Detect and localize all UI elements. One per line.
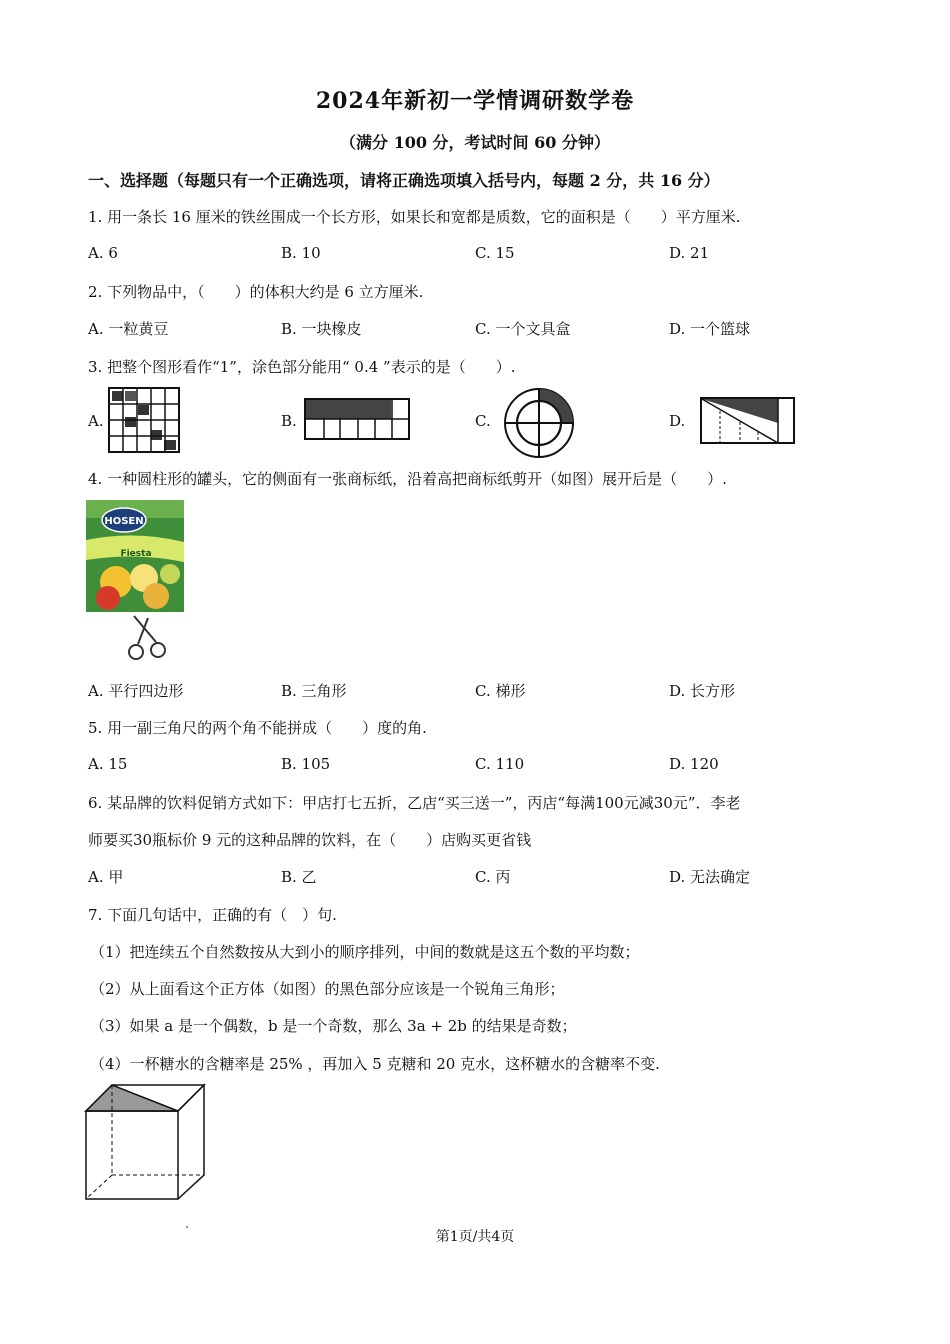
q4-option-a: A. 平行四边形: [88, 682, 184, 700]
question-4: 4. 一种圆柱形的罐头，它的侧面有一张商标纸，沿着高把商标纸剪开（如图）展开后是（ ）.: [88, 470, 727, 488]
question-6-line-2: 师要买30瓶标价 9 元的这种品牌的饮料，在（ ）店购买更省钱: [88, 831, 532, 849]
q6-option-a: A. 甲: [88, 868, 124, 886]
q6-option-b: B. 乙: [281, 868, 317, 886]
q2-option-a: A. 一粒黄豆: [88, 320, 169, 338]
q3-option-d: D.: [669, 412, 686, 430]
question-3: 3. 把整个图形看作“1”，涂色部分能用“ 0.4 ”表示的是（ ）.: [88, 358, 516, 376]
q7-statement-4: （4）一杯糖水的含糖率是 25% ，再加入 5 克糖和 20 克水，这杯糖水的含糖率不变.: [90, 1055, 660, 1073]
q7-statement-3: （3）如果 a 是一个偶数，b 是一个奇数，那么 3a + 2b 的结果是奇数；: [90, 1017, 577, 1035]
circle-figure-c: [502, 386, 576, 460]
grid-figure-a: [108, 387, 182, 453]
question-6-line-1: 6. 某品牌的饮料促销方式如下：甲店打七五折，乙店“买三送一”，丙店“每满100元减30元”．李老: [88, 794, 741, 812]
q2-option-d: D. 一个篮球: [669, 320, 751, 338]
q6-option-d: D. 无法确定: [669, 868, 751, 886]
q5-option-d: D. 120: [669, 755, 719, 773]
q1-option-d: D. 21: [669, 244, 710, 262]
page-number: 第1页/共4页: [435, 1229, 515, 1245]
cube-figure: [84, 1083, 210, 1203]
q6-option-c: C. 丙: [475, 868, 511, 886]
can-photo: [86, 500, 186, 664]
can-label-text: Fiesta: [120, 549, 152, 559]
q4-option-d: D. 长方形: [669, 682, 736, 700]
question-1: 1. 用一条长 16 厘米的铁丝围成一个长方形，如果长和宽都是质数，它的面积是（ ）平方厘米.: [88, 208, 741, 226]
q3-option-c: C.: [475, 412, 491, 430]
q1-option-c: C. 15: [475, 244, 515, 262]
q4-option-b: B. 三角形: [281, 682, 347, 700]
q3-option-a: A.: [88, 412, 104, 430]
question-7: 7. 下面几句话中，正确的有（ ）句.: [88, 906, 337, 924]
exam-info: （满分 100 分，考试时间 60 分钟）: [340, 133, 610, 152]
section-heading: 一、选择题（每题只有一个正确选项，请将正确选项填入括号内，每题 2 分，共 16 分）: [88, 171, 720, 190]
q5-option-b: B. 105: [281, 755, 331, 773]
q5-option-c: C. 110: [475, 755, 525, 773]
q3-option-b: B.: [281, 412, 297, 430]
q2-option-c: C. 一个文具盒: [475, 320, 571, 338]
q4-option-c: C. 梯形: [475, 682, 526, 700]
page-title: 2024年新初一学情调研数学卷: [315, 88, 635, 114]
question-2: 2. 下列物品中，（ ）的体积大约是 6 立方厘米.: [88, 283, 424, 301]
question-5: 5. 用一副三角尺的两个角不能拼成（ ）度的角.: [88, 719, 427, 737]
q1-option-b: B. 10: [281, 244, 321, 262]
q7-statement-1: （1）把连续五个自然数按从大到小的顺序排列，中间的数就是这五个数的平均数；: [90, 943, 640, 961]
q1-option-a: A. 6: [88, 244, 118, 262]
strip-figure-b: [304, 398, 412, 442]
can-brand-text: HOSEN: [104, 516, 144, 527]
q5-option-a: A. 15: [88, 755, 128, 773]
q7-statement-2: （2）从上面看这个正方体（如图）的黑色部分应该是一个锐角三角形；: [90, 980, 565, 998]
q2-option-b: B. 一块橡皮: [281, 320, 362, 338]
rect-figure-d: [700, 397, 796, 445]
